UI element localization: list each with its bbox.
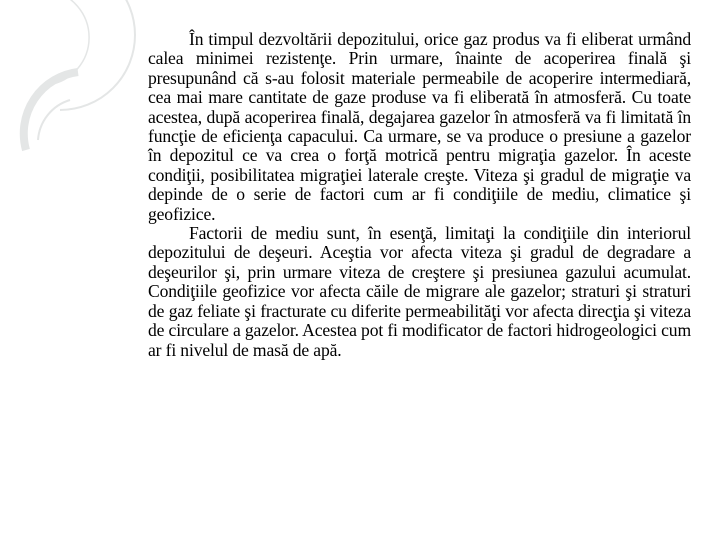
decorative-ring-top	[60, 0, 135, 110]
slide-body-text	[148, 30, 691, 360]
decorative-ring-top-inner	[48, 0, 89, 85]
paragraph-gas-migration: În timpul dezvoltării depozitului, orice gaz produs va fi eliberat urmând calea minimei rezistenţe. Prin urmare, înainte de acoperirea finală şi presupunând că s-au folosit materiale permeabile de acoperire intermediară, cea mai mare cantitate de gaze produse va fi eliberată în atmosferă. Cu toate acestea, după acoperirea finală, degajarea gazelor în atmosferă va fi limitată în funcţie de eficienţa capacului. Ca urmare, se va produce o presiune a gazelor în depozitul ce va crea o forţă motrică pentru migraţia gazelor. În aceste condiţii, posibilitatea migraţiei laterale creşte. Viteza şi gradul de migraţie va depinde de o serie de factori cum ar fi condiţiile de mediu, climatice şi geofizice.	[148, 29, 691, 224]
decorative-arc-middle	[24, 72, 78, 150]
decorative-arc-middle-thin	[38, 100, 70, 140]
paragraph-environmental-factors: Factorii de mediu sunt, în esenţă, limitaţi la condiţiile din interiorul depozitului de deşeuri. Aceştia vor afecta viteza şi gradul de degradare a deşeurilor şi, prin urmare viteza de creştere şi presiunea gazului acumulat. Condiţiile geofizice vor afecta căile de migrare ale gazelor; straturi şi straturi de gaz feliate şi fracturate cu diferite permeabilităţi vor afecta direcţia şi viteza de circulare a gazelor. Acestea pot fi modificator de factori hidrogeologici cum ar fi nivelul de masă de apă.	[148, 223, 691, 360]
decorative-rings	[0, 0, 140, 540]
